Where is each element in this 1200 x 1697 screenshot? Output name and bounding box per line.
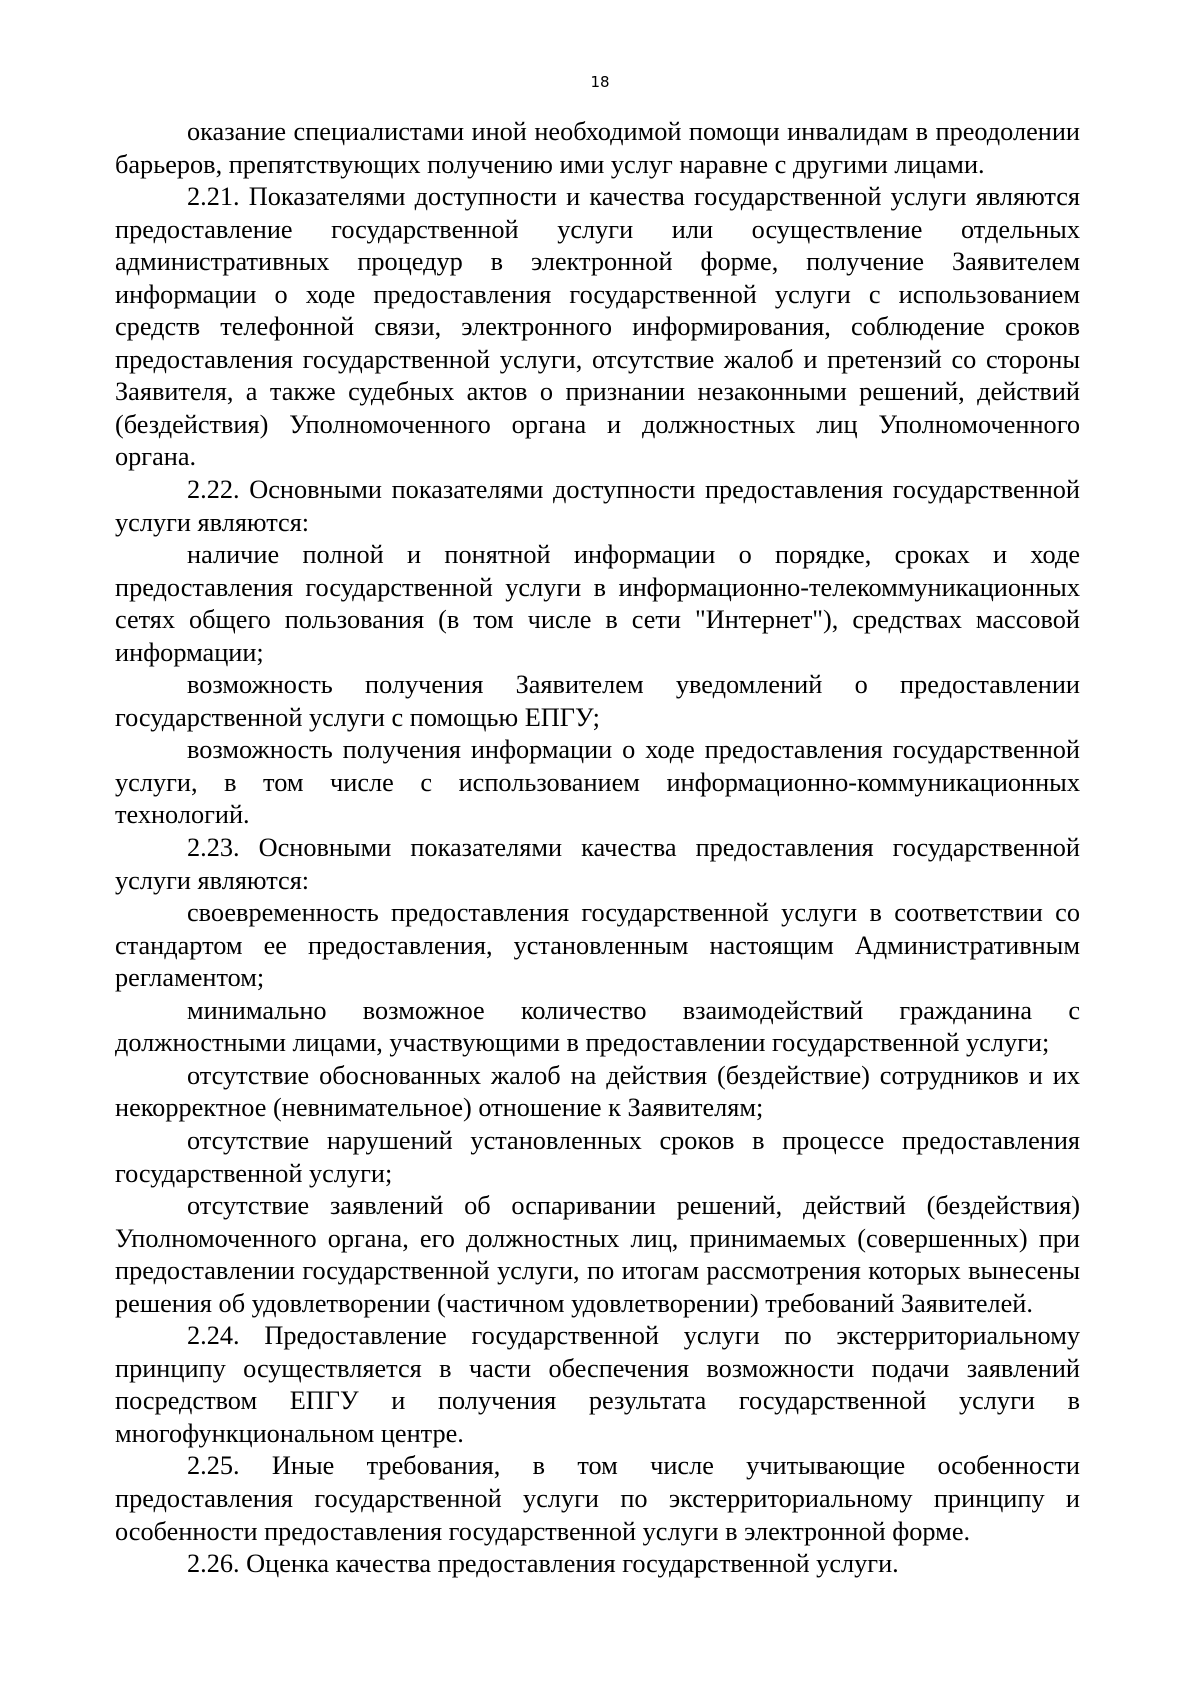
list-item-information-availability: наличие полной и понятной информации о порядке, сроках и ходе предоставления государственной услуги в информационно-телекоммуникационных сетях общего пользования (в том числе в сети "Интернет"), средствах массовой информации; (115, 540, 1080, 667)
page-number: 18 (590, 73, 610, 91)
list-item-progress-information: возможность получения информации о ходе предоставления государственной услуги, в том числе с использованием информационно-коммуникационных технологий. (115, 735, 1080, 830)
document-body (115, 116, 1080, 1581)
list-item-no-appeals: отсутствие заявлений об оспаривании решений, действий (бездействия) Уполномоченного органа, его должностных лиц, принимаемых (совершенных) при предоставлении государственной услуги, по итогам рассмотрения которых вынесены решения об удовлетворении (частичном удовлетворении) требований Заявителей. (115, 1191, 1080, 1318)
list-item-timeliness: своевременность предоставления государственной услуги в соответствии со стандартом ее предоставления, установленным настоящим Административным регламентом; (115, 898, 1080, 993)
paragraph-2-23: 2.23. Основными показателями качества предоставления государственной услуги являются: (115, 833, 1080, 895)
list-item-notifications-epgu: возможность получения Заявителем уведомлений о предоставлении государственной услуги с помощью ЕПГУ; (115, 670, 1080, 732)
paragraph-2-22: 2.22. Основными показателями доступности предоставления государственной услуги являются: (115, 475, 1080, 537)
list-item-minimal-interactions: минимально возможное количество взаимодействий гражданина с должностными лицами, участвующими в предоставлении государственной услуги; (115, 995, 1080, 1058)
list-item-no-deadline-violations: отсутствие нарушений установленных сроков в процессе предоставления государственной услуги; (115, 1125, 1080, 1188)
paragraph-2-24: 2.24. Предоставление государственной услуги по экстерриториальному принципу осуществляется в части обеспечения возможности подачи заявлений посредством ЕПГУ и получения результата государственной услуги в многофункциональном центре. (115, 1321, 1080, 1448)
list-item-no-justified-complaints: отсутствие обоснованных жалоб на действия (бездействие) сотрудников и их некорректное (невнимательное) отношение к Заявителям; (115, 1060, 1080, 1123)
paragraph-2-25: 2.25. Иные требования, в том числе учитывающие особенности предоставления государственной услуги по экстерриториальному принципу и особенности предоставления государственной услуги в электронной форме. (115, 1451, 1080, 1546)
paragraph-assistance-continuation: оказание специалистами иной необходимой помощи инвалидам в преодолении барьеров, препятствующих получению ими услуг наравне с другими лицами. (115, 117, 1080, 179)
paragraph-2-26: 2.26. Оценка качества предоставления государственной услуги. (187, 1549, 899, 1579)
paragraph-2-21: 2.21. Показателями доступности и качества государственной услуги являются предоставление государственной услуги или осуществление отдельных административных процедур в электронной форме, получение Заявителем информации о ходе предоставления государственной услуги с использованием средств телефонной связи, электронного информирования, соблюдение сроков предоставления государственной услуги, отсутствие жалоб и претензий со стороны Заявителя, а также судебных актов о признании незаконными решений, действий (бездействия) Уполномоченного органа и должностных лиц Уполномоченного органа. (115, 182, 1080, 472)
